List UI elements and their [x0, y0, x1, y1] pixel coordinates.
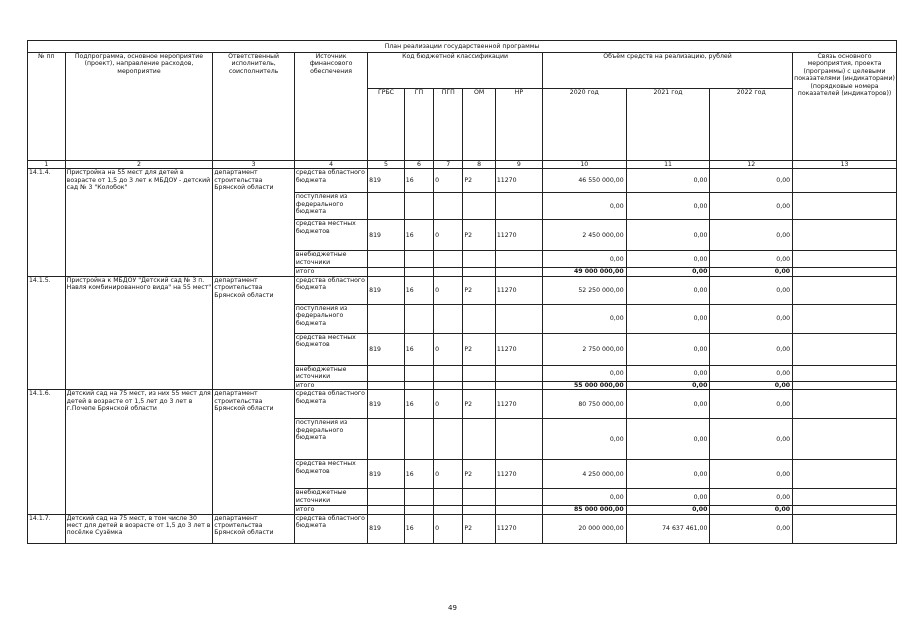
project-number: 14.1.7.: [28, 514, 66, 543]
amount-2020: 52 250 000,00: [542, 276, 626, 304]
amount-2020: 80 750 000,00: [542, 390, 626, 419]
amount-2020: 2 450 000,00: [542, 220, 626, 251]
project-responsible: департамент строительства Брянской области: [213, 514, 295, 543]
code-nr: 11270: [495, 169, 542, 193]
code-gp: [404, 506, 433, 514]
code-pgp: [434, 506, 463, 514]
header-2020: 2020 год: [542, 89, 626, 161]
column-number: 8: [463, 161, 495, 169]
column-number: 2: [65, 161, 213, 169]
amount-2022: 0,00: [710, 419, 793, 460]
amount-2021: 0,00: [626, 193, 710, 220]
project-number: 14.1.6.: [28, 390, 66, 514]
indicator-link: [793, 268, 897, 276]
indicator-link: [793, 460, 897, 489]
amount-2022: 0,00: [710, 365, 793, 381]
code-nr: 11270: [495, 220, 542, 251]
code-grbs: [368, 381, 405, 389]
funding-source: итого: [294, 268, 367, 276]
funding-source: поступления из федерального бюджета: [294, 419, 367, 460]
funding-source: средства областного бюджета: [294, 169, 367, 193]
table-title: План реализации государственной программы: [28, 41, 897, 53]
code-om: [463, 365, 495, 381]
project-name: Детский сад на 75 мест, в том числе 30 мест для детей в возрасте от 1,5 до 3 лет в посёлке Сузёмка: [65, 514, 213, 543]
amount-2020: 0,00: [542, 419, 626, 460]
funding-source: средства областного бюджета: [294, 514, 367, 543]
code-nr: [495, 365, 542, 381]
code-pgp: [434, 419, 463, 460]
plan-sheet: [27, 40, 897, 544]
amount-2022: 0,00: [710, 460, 793, 489]
code-om: P2: [463, 390, 495, 419]
column-number: 5: [368, 161, 405, 169]
code-grbs: [368, 419, 405, 460]
code-nr: [495, 381, 542, 389]
code-grbs: [368, 489, 405, 506]
amount-2021: 0,00: [626, 333, 710, 365]
amount-2022: 0,00: [710, 193, 793, 220]
code-grbs: 819: [368, 276, 405, 304]
column-number: 12: [710, 161, 793, 169]
amount-2022: 0,00: [710, 514, 793, 543]
amount-2021: 0,00: [626, 220, 710, 251]
code-om: [463, 419, 495, 460]
amount-2022: 0,00: [710, 506, 793, 514]
header-num: № пп: [28, 53, 66, 161]
code-nr: [495, 304, 542, 333]
amount-2022: 0,00: [710, 251, 793, 268]
amount-2020: 20 000 000,00: [542, 514, 626, 543]
amount-2020: 55 000 000,00: [542, 381, 626, 389]
header-budget-code: Код бюджетной классификации: [368, 53, 543, 89]
page-number: 49: [448, 604, 457, 612]
code-om: P2: [463, 460, 495, 489]
indicator-link: [793, 276, 897, 304]
code-nr: 11270: [495, 333, 542, 365]
code-gp: [404, 193, 433, 220]
funding-source: итого: [294, 506, 367, 514]
code-pgp: 0: [434, 220, 463, 251]
indicator-link: [793, 489, 897, 506]
code-nr: 11270: [495, 276, 542, 304]
amount-2021: 0,00: [626, 390, 710, 419]
code-om: P2: [463, 220, 495, 251]
plan-table: [27, 40, 897, 544]
indicator-link: [793, 333, 897, 365]
column-number: 4: [294, 161, 367, 169]
code-pgp: [434, 304, 463, 333]
code-gp: [404, 268, 433, 276]
funding-source: поступления из федерального бюджета: [294, 193, 367, 220]
code-grbs: [368, 304, 405, 333]
header-2021: 2021 год: [626, 89, 710, 161]
header-pgp: ПГП: [434, 89, 463, 161]
code-grbs: 819: [368, 333, 405, 365]
project-number: 14.1.4.: [28, 169, 66, 276]
indicator-link: [793, 220, 897, 251]
amount-2020: 4 250 000,00: [542, 460, 626, 489]
code-gp: [404, 489, 433, 506]
code-pgp: 0: [434, 460, 463, 489]
header-nr: НР: [495, 89, 542, 161]
column-number: 7: [434, 161, 463, 169]
header-om: ОМ: [463, 89, 495, 161]
code-nr: [495, 489, 542, 506]
amount-2021: 0,00: [626, 489, 710, 506]
header-funds: Объём средств на реализацию, рублей: [542, 53, 792, 89]
funding-source: внебюджетные источники: [294, 489, 367, 506]
code-gp: 16: [404, 514, 433, 543]
code-grbs: [368, 193, 405, 220]
code-pgp: [434, 365, 463, 381]
code-gp: 16: [404, 220, 433, 251]
code-om: [463, 506, 495, 514]
code-pgp: 0: [434, 276, 463, 304]
amount-2020: 2 750 000,00: [542, 333, 626, 365]
code-gp: 16: [404, 460, 433, 489]
amount-2020: 85 000 000,00: [542, 506, 626, 514]
funding-source: внебюджетные источники: [294, 365, 367, 381]
code-pgp: [434, 489, 463, 506]
code-pgp: 0: [434, 169, 463, 193]
indicator-link: [793, 193, 897, 220]
column-number: 3: [213, 161, 295, 169]
code-om: [463, 304, 495, 333]
table-row: [28, 276, 897, 304]
indicator-link: [793, 304, 897, 333]
code-gp: [404, 419, 433, 460]
code-nr: [495, 193, 542, 220]
indicator-link: [793, 514, 897, 543]
amount-2021: 0,00: [626, 381, 710, 389]
code-om: [463, 268, 495, 276]
code-gp: [404, 304, 433, 333]
amount-2022: 0,00: [710, 169, 793, 193]
code-om: P2: [463, 333, 495, 365]
funding-source: поступления из федерального бюджета: [294, 304, 367, 333]
funding-source: средства местных бюджетов: [294, 460, 367, 489]
column-numbers-row: [28, 161, 897, 169]
amount-2021: 0,00: [626, 251, 710, 268]
amount-2022: 0,00: [710, 304, 793, 333]
code-gp: [404, 365, 433, 381]
code-pgp: [434, 193, 463, 220]
code-pgp: [434, 381, 463, 389]
amount-2020: 46 550 000,00: [542, 169, 626, 193]
indicator-link: [793, 251, 897, 268]
code-grbs: [368, 268, 405, 276]
code-nr: [495, 419, 542, 460]
code-gp: 16: [404, 276, 433, 304]
code-pgp: 0: [434, 390, 463, 419]
amount-2021: 0,00: [626, 506, 710, 514]
project-responsible: департамент строительства Брянской области: [213, 276, 295, 389]
header-responsible: Ответственный исполнитель, соисполнитель: [213, 53, 295, 161]
header-gp: ГП: [404, 89, 433, 161]
code-pgp: [434, 251, 463, 268]
code-grbs: [368, 506, 405, 514]
column-number: 9: [495, 161, 542, 169]
code-grbs: 819: [368, 514, 405, 543]
code-nr: [495, 251, 542, 268]
header-source: Источник финансового обеспечения: [294, 53, 367, 161]
project-name: Детский сад на 75 мест, из них 55 мест для детей в возрасте от 1,5 лет до 3 лет в г.Почепе Брянской области: [65, 390, 213, 514]
header-link: Связь основного мероприятия, проекта (программы) с целевыми показателями (индикаторами) (порядковые номера показателей (индикаторов)): [793, 53, 897, 161]
funding-source: итого: [294, 381, 367, 389]
amount-2022: 0,00: [710, 333, 793, 365]
amount-2022: 0,00: [710, 489, 793, 506]
code-grbs: 819: [368, 220, 405, 251]
indicator-link: [793, 390, 897, 419]
code-nr: 11270: [495, 390, 542, 419]
header-grbs: ГРБС: [368, 89, 405, 161]
amount-2022: 0,00: [710, 381, 793, 389]
amount-2022: 0,00: [710, 268, 793, 276]
indicator-link: [793, 365, 897, 381]
code-om: P2: [463, 169, 495, 193]
column-number: 11: [626, 161, 710, 169]
code-gp: 16: [404, 169, 433, 193]
code-gp: 16: [404, 390, 433, 419]
project-number: 14.1.5.: [28, 276, 66, 389]
amount-2021: 0,00: [626, 276, 710, 304]
indicator-link: [793, 381, 897, 389]
column-number: 6: [404, 161, 433, 169]
project-name: Пристройка к МБДОУ "Детский сад № 3 п. Навля комбинированного вида" на 55 мест": [65, 276, 213, 389]
indicator-link: [793, 506, 897, 514]
code-grbs: [368, 251, 405, 268]
code-grbs: 819: [368, 169, 405, 193]
amount-2021: 0,00: [626, 169, 710, 193]
code-gp: [404, 381, 433, 389]
code-om: [463, 381, 495, 389]
code-nr: [495, 506, 542, 514]
column-number: 10: [542, 161, 626, 169]
code-nr: 11270: [495, 460, 542, 489]
amount-2021: 0,00: [626, 419, 710, 460]
table-row: [28, 390, 897, 419]
amount-2021: 0,00: [626, 365, 710, 381]
code-gp: [404, 251, 433, 268]
code-grbs: [368, 365, 405, 381]
code-nr: 11270: [495, 514, 542, 543]
code-om: P2: [463, 276, 495, 304]
amount-2020: 0,00: [542, 193, 626, 220]
project-responsible: департамент строительства Брянской области: [213, 169, 295, 276]
code-om: [463, 489, 495, 506]
amount-2020: 49 000 000,00: [542, 268, 626, 276]
code-nr: [495, 268, 542, 276]
header-2022: 2022 год: [710, 89, 793, 161]
code-grbs: 819: [368, 460, 405, 489]
table-row: [28, 169, 897, 193]
code-pgp: 0: [434, 514, 463, 543]
amount-2021: 74 637 461,00: [626, 514, 710, 543]
indicator-link: [793, 169, 897, 193]
column-number: 1: [28, 161, 66, 169]
code-om: P2: [463, 514, 495, 543]
funding-source: средства местных бюджетов: [294, 333, 367, 365]
header-subprogram: Подпрограмма, основное мероприятие (проект), направление расходов, мероприятие: [65, 53, 213, 161]
code-gp: 16: [404, 333, 433, 365]
column-number: 13: [793, 161, 897, 169]
project-name: Пристройка на 55 мест для детей в возрасте от 1,5 до 3 лет к МБДОУ - детский сад № 3 "Колобок": [65, 169, 213, 276]
code-pgp: [434, 268, 463, 276]
code-grbs: 819: [368, 390, 405, 419]
amount-2020: 0,00: [542, 251, 626, 268]
funding-source: средства местных бюджетов: [294, 220, 367, 251]
indicator-link: [793, 419, 897, 460]
funding-source: средства областного бюджета: [294, 390, 367, 419]
funding-source: внебюджетные источники: [294, 251, 367, 268]
amount-2021: 0,00: [626, 268, 710, 276]
code-om: [463, 251, 495, 268]
project-responsible: департамент строительства Брянской области: [213, 390, 295, 514]
amount-2020: 0,00: [542, 489, 626, 506]
table-row: [28, 514, 897, 543]
funding-source: средства областного бюджета: [294, 276, 367, 304]
code-pgp: 0: [434, 333, 463, 365]
amount-2022: 0,00: [710, 220, 793, 251]
amount-2022: 0,00: [710, 390, 793, 419]
amount-2020: 0,00: [542, 304, 626, 333]
amount-2020: 0,00: [542, 365, 626, 381]
amount-2021: 0,00: [626, 460, 710, 489]
amount-2021: 0,00: [626, 304, 710, 333]
amount-2022: 0,00: [710, 276, 793, 304]
code-om: [463, 193, 495, 220]
